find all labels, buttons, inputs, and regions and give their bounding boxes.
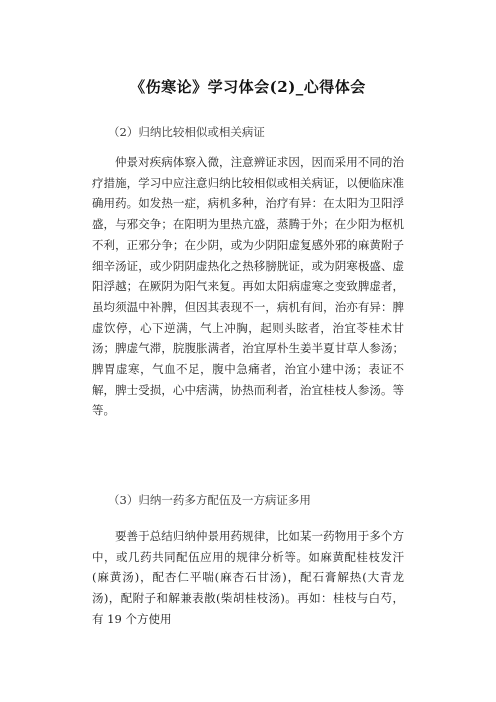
document-title: 《伤寒论》学习体会(2)_心得体会 — [130, 78, 366, 96]
section-paragraph: 仲景对疾病体察入微，注意辨证求因，因而采用不同的治疗措施，学习中应注意归纳比较相似或相关病证，以便临床准确用药。如发热一症，病机多种，治疗有异：在太阳为卫阳浮盛，与邪交争；在阳明为里热亢盛，蒸腾于外；在少阳为枢机不利，正邪分争；在少阴，或为少阴阳虚复感外邪的麻黄附子细辛汤证，或少阴阴虚热化之热移膀胱证，或为阴寒极盛、虚阳浮越；在厥阴为阳气来复。再如太阳病虚寒之变致脾虚者，虽均须温中补脾，但因其表现不一，病机有间，治亦有异：脾虚饮停，心下逆满，气上冲胸，起则头眩者，治宜苓桂术甘汤；脾虚气滞，脘腹胀满者，治宜厚朴生姜半夏甘草人参汤；脾胃虚寒，气血不足，腹中急痛者，治宜小建中汤；表证不解，脾士受损，心中痞满，协热而利者，治宜桂枝人参汤。等等。 — [92, 155, 404, 418]
section-heading: （2）归纳比较相似或相关病证 — [108, 125, 265, 139]
section-paragraph: 要善于总结归纳仲景用药规律，比如某一药物用于多个方中，或几药共同配伍应用的规律分析等。如麻黄配桂枝发汗(麻黄汤)，配杏仁平喘(麻杏石甘汤)，配石膏解热(大青龙汤)，配附子和解兼表散(柴胡桂枝汤)。再如：桂枝与白芍，有 19 个方使用 — [92, 529, 404, 626]
section-heading: （3）归纳一药多方配伍及一方病证多用 — [108, 493, 311, 507]
